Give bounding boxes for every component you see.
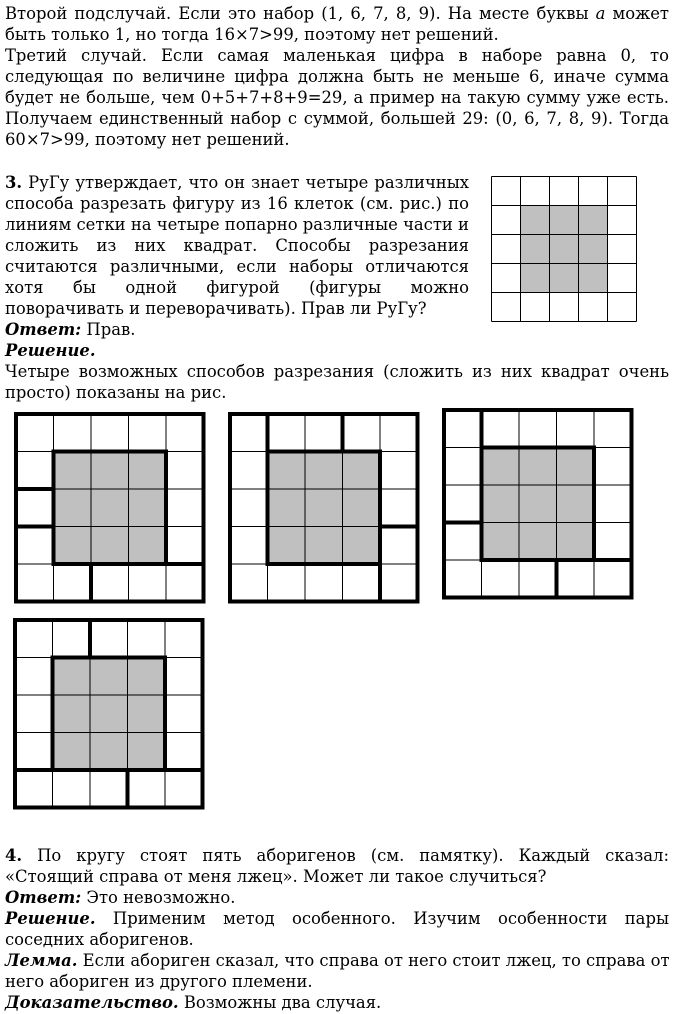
text-line: Третий случай. Если самая маленькая цифра в наборе равна 0, то [5,46,669,65]
problem-4-line: 4. По кругу стоят пять аборигенов (см. памятку). Каждый сказал: [5,846,669,865]
problem-3-line: 3. РуГу утверждает, что он знает четыре различных [5,173,469,192]
answer-label: Ответ: [5,320,82,339]
text-line: него абориген из другого племени. [5,972,313,991]
text-line: хотя бы одной фигурой (фигуры можно [5,278,469,297]
shaded-square [482,448,595,561]
text-line: считаются различными, если наборы отличаются [5,257,469,276]
text-line: сложить из них квадрат. Способы разрезания [5,236,469,255]
figure-16-cells [491,176,637,322]
solution-label: Решение. [5,909,96,928]
shaded-square [54,452,167,565]
text-line: соседних аборигенов. [5,930,194,949]
solution-label: Решение. [5,341,96,360]
lemma-label: Лемма. [5,951,78,970]
answer-line: Ответ: Это невозможно. [5,888,236,907]
text-line: линиям сетки на четыре попарно различные части и [5,215,469,234]
text-line: будет не больше, чем 0+5+7+8+9=29, а пример на такую сумму уже есть. [5,88,669,107]
proof-label: Доказательство. [5,993,179,1012]
text-line: «Стоящий справа от меня лжец». Может ли такое случиться? [5,867,547,886]
shaded-square [521,206,608,293]
lemma-line: Лемма. Если абориген сказал, что справа от него стоит лжец, то справа от [5,951,670,970]
answer-label: Ответ: [5,888,82,907]
cut-figure-3 [442,408,636,602]
shaded-square [53,658,166,771]
text-line: поворачивать и переворачивать). Прав ли РуГу? [5,299,427,318]
proof-line: Доказательство. Возможны два случая. [5,993,382,1012]
cut-figure-2 [228,412,422,606]
text-line: быть только 1, но тогда 16×7>99, поэтому нет решений. [5,25,499,44]
cut-figure-1 [14,412,208,606]
text-line: Второй подслучай. Если это набор (1, 6, 7, 8, 9). На месте буквы a может [5,4,669,23]
solution-line: Решение. Применим метод особенного. Изучим особенности пары [5,909,669,928]
problem-number: 4. [5,846,23,865]
text-line: просто) показаны на рис. [5,383,227,402]
problem-number: 3. [5,173,23,192]
text-line: Получаем единственный набор с суммой, большей 29: (0, 6, 7, 8, 9). Тогда [5,109,669,128]
text-line: способа разрезать фигуру из 16 клеток (см. рис.) по [5,194,469,213]
shaded-square [268,452,381,565]
text-line: следующая по величине цифра должна быть не меньше 6, иначе сумма [5,67,669,86]
cut-figure-4 [13,618,207,812]
answer-line: Ответ: Прав. [5,320,136,339]
text-line: 60×7>99, поэтому нет решений. [5,130,290,149]
text-line: Четыре возможных способов разрезания (сложить из них квадрат очень [5,362,669,381]
